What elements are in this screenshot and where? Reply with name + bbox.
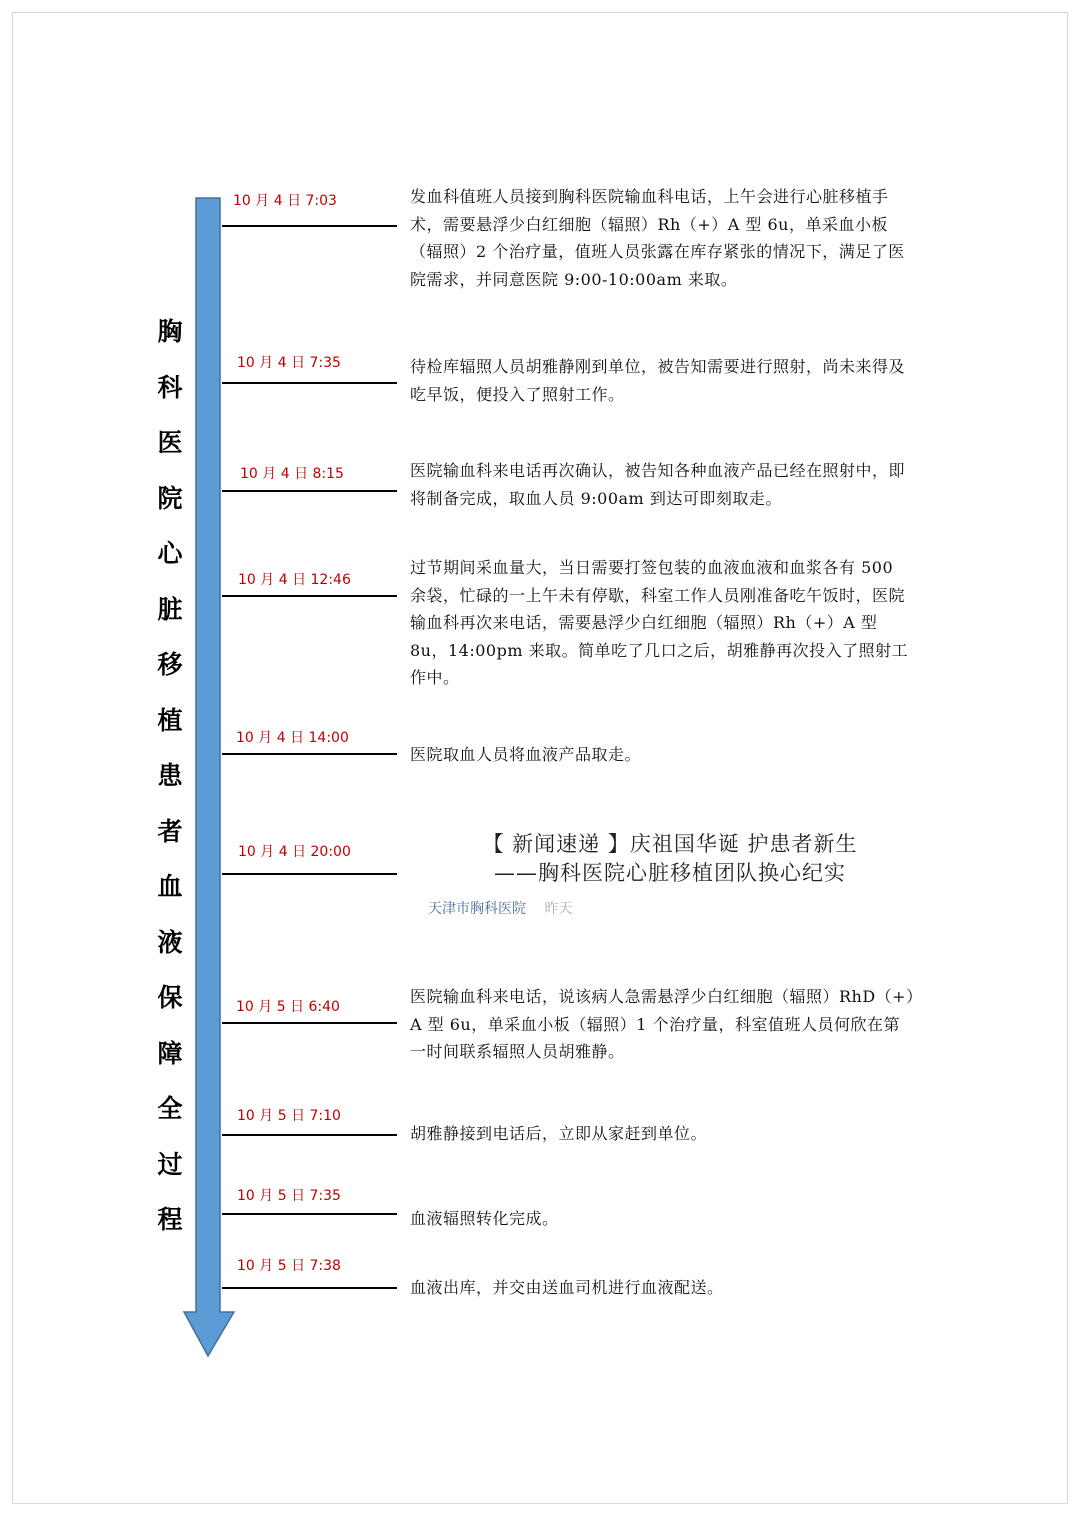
vertical-title-char: 血 [157, 872, 183, 901]
event-tick [222, 382, 397, 384]
vertical-title-char: 心 [157, 539, 183, 568]
event-text: 医院输血科来电话再次确认，被告知各种血液产品已经在照射中，即将制备完成，取血人员 9:00am 到达可即刻取走。 [410, 461, 906, 508]
vertical-title-char: 障 [157, 1038, 183, 1068]
vertical-title-char: 程 [157, 1205, 183, 1234]
event-time: 10 月 4 日 14:00 [236, 730, 349, 746]
event-tick [222, 1287, 397, 1289]
news-title-line-2: ——胸科医院心脏移植团队换心纪实 [494, 861, 846, 885]
event-tick [222, 753, 397, 755]
news-meta [420, 898, 920, 918]
vertical-title-char: 液 [157, 927, 183, 957]
event-tick [222, 225, 397, 227]
news-card[interactable] [420, 830, 920, 918]
event-text: 发血科值班人员接到胸科医院输血科电话，上午会进行心脏移植手术，需要悬浮少白红细胞（辐照）Rh（+）A 型 6u，单采血小板（辐照）2 个治疗量，值班人员张露在库存紧张的情况下，满足了医院需求，并同意医院 9:00-10:00am 来取。 [410, 187, 905, 289]
vertical-title-char: 院 [157, 483, 183, 513]
event-time: 10 月 5 日 6:40 [236, 999, 340, 1015]
event-text: 胡雅静接到电话后，立即从家赶到单位。 [410, 1124, 708, 1143]
event-tick [222, 490, 397, 492]
event-tick [222, 1134, 397, 1136]
event-tick [222, 1213, 397, 1215]
event-time: 10 月 4 日 8:15 [240, 466, 344, 482]
event-text: 待检库辐照人员胡雅静刚到单位，被告知需要进行照射，尚未来得及吃早饭，便投入了照射工作。 [410, 357, 906, 404]
vertical-title-char: 医 [157, 428, 183, 457]
vertical-title-char: 胸 [157, 317, 183, 346]
vertical-title-char: 植 [157, 705, 183, 735]
vertical-title-char: 者 [157, 816, 183, 846]
vertical-title-char: 脏 [157, 594, 183, 624]
vertical-title-char: 保 [157, 983, 183, 1012]
event-text: 过节期间采血量大，当日需要打签包装的血液血液和血浆各有 500 余袋，忙碌的一上午未有停歇，科室工作人员刚准备吃午饭时，医院输血科再次来电话，需要悬浮少白红细胞（辐照）Rh（+）A 型 8u，14:00pm 来取。简单吃了几口之后，胡雅静再次投入了照射工作中。 [410, 558, 909, 687]
event-time: 10 月 4 日 12:46 [238, 572, 351, 588]
event-time: 10 月 5 日 7:10 [237, 1108, 341, 1124]
vertical-title-char: 移 [157, 650, 183, 679]
vertical-title [150, 304, 190, 1248]
event-tick [222, 873, 397, 875]
timeline-arrow [182, 196, 236, 1360]
event-text: 医院取血人员将血液产品取走。 [410, 745, 642, 764]
event-tick [222, 595, 397, 597]
vertical-title-char: 过 [157, 1149, 183, 1179]
news-date: 昨天 [544, 901, 573, 917]
event-time: 10 月 4 日 20:00 [238, 844, 351, 860]
vertical-title-char: 科 [157, 372, 183, 402]
event-time: 10 月 4 日 7:35 [237, 355, 341, 371]
event-time: 10 月 4 日 7:03 [233, 193, 337, 209]
event-text: 血液辐照转化完成。 [410, 1209, 559, 1228]
event-tick [222, 1022, 397, 1024]
news-title-line-1: 【 新闻速递 】庆祖国华诞 护患者新生 [482, 832, 858, 856]
event-text: 血液出库，并交由送血司机进行血液配送。 [410, 1278, 724, 1297]
event-text: 医院输血科来电话，说该病人急需悬浮少白红细胞（辐照）RhD（+）A 型 6u，单采血小板（辐照）1 个治疗量，科室值班人员何欣在第一时间联系辐照人员胡雅静。 [410, 987, 915, 1061]
vertical-title-char: 患 [157, 761, 183, 790]
event-time: 10 月 5 日 7:35 [237, 1188, 341, 1204]
news-source[interactable]: 天津市胸科医院 [428, 901, 526, 917]
event-time: 10 月 5 日 7:38 [237, 1258, 341, 1274]
vertical-title-char: 全 [157, 1094, 183, 1123]
